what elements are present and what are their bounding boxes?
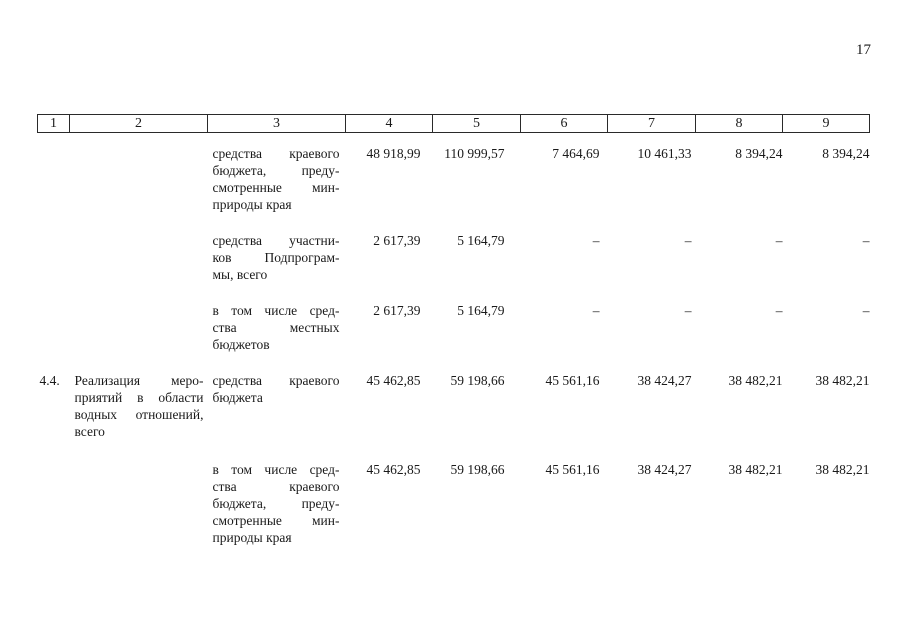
row-value: – <box>775 303 783 318</box>
row-value: 38 482,21 <box>728 462 783 477</box>
row-name <box>70 133 208 214</box>
row-value: 38 482,21 <box>815 462 870 477</box>
row-name-line: приятий в области <box>74 390 204 405</box>
column-header: 7 <box>608 115 696 133</box>
column-header: 4 <box>346 115 433 133</box>
row-value: 59 198,66 <box>450 373 505 388</box>
row-value: – <box>684 303 692 318</box>
row-source-line: бюджетов <box>212 337 270 352</box>
column-header: 8 <box>696 115 783 133</box>
row-source-line: бюджета <box>212 390 263 405</box>
column-header: 6 <box>521 115 608 133</box>
row-value: 45 462,85 <box>366 462 421 477</box>
row-code-text: 4.4. <box>39 373 60 388</box>
row-value: 110 999,57 <box>444 146 505 161</box>
row-value: 5 164,79 <box>457 303 505 318</box>
row-value: – <box>862 303 870 318</box>
column-header: 9 <box>783 115 870 133</box>
row-source <box>208 133 346 214</box>
column-header: 5 <box>433 115 521 133</box>
page-number: 17 <box>856 42 871 58</box>
row-code <box>38 133 70 214</box>
row-value: 45 462,85 <box>366 373 421 388</box>
row-value: 2 617,39 <box>373 233 421 248</box>
row-value: 48 918,99 <box>366 146 421 161</box>
row-value: 2 617,39 <box>373 303 421 318</box>
row-source-line: мы, всего <box>212 267 268 282</box>
row-name <box>70 213 208 283</box>
row-value: – <box>862 233 870 248</box>
row-value: 10 461,33 <box>637 146 692 161</box>
row-name-line: Реализация меро- <box>74 373 204 388</box>
row-value: 8 394,24 <box>735 146 783 161</box>
row-source-line: бюджета, преду- <box>212 163 340 178</box>
row-value: 59 198,66 <box>450 462 505 477</box>
row-value: – <box>592 233 600 248</box>
row-value: 38 424,27 <box>637 462 692 477</box>
row-source-line: смотренные мин- <box>212 513 340 528</box>
row-source <box>208 353 346 440</box>
row-source-line: ства краевого <box>212 479 340 494</box>
row-value: – <box>684 233 692 248</box>
row-value: 38 424,27 <box>637 373 692 388</box>
row-value: 38 482,21 <box>815 373 870 388</box>
row-name <box>70 283 208 353</box>
row-value: 45 561,16 <box>545 373 600 388</box>
row-code <box>38 353 70 440</box>
row-source <box>208 440 346 546</box>
row-name-line: всего <box>74 424 105 439</box>
row-source-line: смотренные мин- <box>212 180 340 195</box>
row-value: 38 482,21 <box>728 373 783 388</box>
row-source-line: средства краевого <box>212 373 340 388</box>
row-source <box>208 283 346 353</box>
table-body <box>38 133 870 547</box>
row-source-line: ков Подпрограм- <box>212 250 340 265</box>
table-row <box>38 353 870 440</box>
row-source <box>208 213 346 283</box>
row-name <box>70 440 208 546</box>
row-source-line: средства участни- <box>212 233 340 248</box>
row-value: – <box>775 233 783 248</box>
table-row <box>38 283 870 353</box>
row-value: – <box>592 303 600 318</box>
column-header: 1 <box>38 115 70 133</box>
row-name <box>70 353 208 440</box>
row-name-line: водных отношений, <box>74 407 204 422</box>
row-source-line: средства краевого <box>212 146 340 161</box>
row-code <box>38 213 70 283</box>
column-header: 2 <box>70 115 208 133</box>
row-value: 5 164,79 <box>457 233 505 248</box>
table-row <box>38 213 870 283</box>
row-source-line: в том числе сред- <box>212 462 340 477</box>
row-value: 7 464,69 <box>552 146 600 161</box>
row-source-line: бюджета, преду- <box>212 496 340 511</box>
row-source-line: в том числе сред- <box>212 303 340 318</box>
table-header-row <box>38 115 870 133</box>
row-code <box>38 440 70 546</box>
row-source-line: природы края <box>212 197 292 212</box>
budget-table <box>37 114 870 546</box>
row-source-line: природы края <box>212 530 292 545</box>
row-value: 8 394,24 <box>822 146 870 161</box>
row-source-line: ства местных <box>212 320 340 335</box>
column-header: 3 <box>208 115 346 133</box>
row-code <box>38 283 70 353</box>
table-row <box>38 133 870 214</box>
table-row <box>38 440 870 546</box>
row-value: 45 561,16 <box>545 462 600 477</box>
